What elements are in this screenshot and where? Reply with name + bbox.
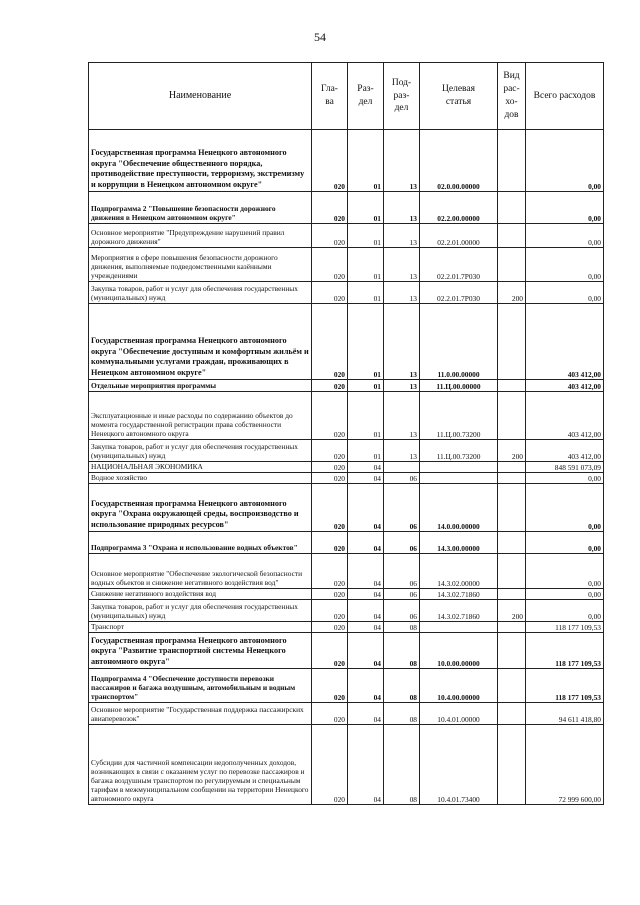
row-article: 14.3.02.71860 (420, 589, 498, 600)
row-razdel: 04 (348, 622, 384, 633)
row-podrazdel: 06 (384, 589, 420, 600)
row-name: Мероприятия в сфере повышения безопасности дорожного движения, выполняемые подведомственными казёнными учреждениями (89, 248, 312, 282)
row-name: Государственная программа Ненецкого автономного округа "Обеспечение доступным и комфортным жильём и коммунальными услугами граждан, проживающих в Ненецком автономном округе" (89, 304, 312, 380)
row-razdel: 04 (348, 600, 384, 622)
row-name: Транспорт (89, 622, 312, 633)
row-podrazdel: 06 (384, 532, 420, 554)
row-total: 403 412,00 (526, 440, 604, 462)
row-article: 14.3.02.00000 (420, 554, 498, 589)
row-podrazdel: 08 (384, 622, 420, 633)
row-podrazdel: 06 (384, 554, 420, 589)
row-vid (498, 622, 526, 633)
table-row (89, 633, 604, 669)
row-vid (498, 484, 526, 532)
row-razdel: 04 (348, 725, 384, 805)
row-total: 0,00 (526, 554, 604, 589)
table-row (89, 554, 604, 589)
table-row (89, 224, 604, 248)
row-glava: 020 (312, 462, 348, 473)
row-name: Эксплуатационные и иные расходы по содержанию объектов до момента государственной регистрации права собственности Ненецкого автономного округа (89, 392, 312, 440)
row-glava: 020 (312, 600, 348, 622)
row-vid: 200 (498, 440, 526, 462)
row-podrazdel: 13 (384, 392, 420, 440)
row-name: Субсидии для частичной компенсации недополученных доходов, возникающих в связи с оказанием услуг по перевозке пассажиров и багажа воздушным транспортом по регулируемым и специальным тарифам в межмуниципальном сообщении на территории Ненецкого автономного округа (89, 725, 312, 805)
table-row (89, 669, 604, 703)
row-article: 10.4.01.00000 (420, 703, 498, 725)
row-article: 02.0.00.00000 (420, 130, 498, 192)
row-razdel: 04 (348, 589, 384, 600)
row-total: 0,00 (526, 248, 604, 282)
table-row (89, 725, 604, 805)
row-name: НАЦИОНАЛЬНАЯ ЭКОНОМИКА (89, 462, 312, 473)
header-name: Наименование (89, 63, 312, 130)
header-article: Целевая статья (420, 63, 498, 130)
row-total: 848 591 073,09 (526, 462, 604, 473)
row-total: 72 999 600,00 (526, 725, 604, 805)
row-razdel: 01 (348, 304, 384, 380)
row-name: Основное мероприятие "Обеспечение экологической безопасности водных объектов и снижение негативного воздействия вод" (89, 554, 312, 589)
row-total: 0,00 (526, 589, 604, 600)
row-glava: 020 (312, 473, 348, 484)
row-total: 94 611 418,80 (526, 703, 604, 725)
row-razdel: 04 (348, 633, 384, 669)
row-glava: 020 (312, 532, 348, 554)
row-vid (498, 304, 526, 380)
row-total: 118 177 109,53 (526, 669, 604, 703)
row-razdel: 04 (348, 532, 384, 554)
row-glava: 020 (312, 484, 348, 532)
row-podrazdel: 06 (384, 484, 420, 532)
row-name: Водное хозяйство (89, 473, 312, 484)
row-total: 0,00 (526, 224, 604, 248)
row-total: 0,00 (526, 484, 604, 532)
row-glava: 020 (312, 248, 348, 282)
table-row (89, 589, 604, 600)
row-article: 14.0.00.00000 (420, 484, 498, 532)
row-article: 02.2.01.00000 (420, 224, 498, 248)
row-article: 11.0.00.00000 (420, 304, 498, 380)
row-vid (498, 380, 526, 392)
header-row (89, 63, 604, 130)
row-glava: 020 (312, 669, 348, 703)
table-row (89, 600, 604, 622)
row-total: 403 412,00 (526, 392, 604, 440)
row-razdel: 04 (348, 484, 384, 532)
row-total: 118 177 109,53 (526, 622, 604, 633)
table-row (89, 473, 604, 484)
row-article: 11.Ц.00.73200 (420, 440, 498, 462)
row-vid (498, 554, 526, 589)
row-article: 10.0.00.00000 (420, 633, 498, 669)
row-name: Государственная программа Ненецкого автономного округа "Охрана окружающей среды, воспроизводство и использование природных ресурсов" (89, 484, 312, 532)
row-vid: 200 (498, 600, 526, 622)
table-row (89, 380, 604, 392)
row-podrazdel: 13 (384, 380, 420, 392)
table-row (89, 282, 604, 304)
row-glava: 020 (312, 703, 348, 725)
row-article: 11.Ц.00.00000 (420, 380, 498, 392)
row-total: 0,00 (526, 130, 604, 192)
page-number: 54 (314, 30, 326, 44)
row-vid (498, 633, 526, 669)
row-podrazdel: 08 (384, 633, 420, 669)
table-row (89, 532, 604, 554)
row-podrazdel: 08 (384, 703, 420, 725)
table-row (89, 304, 604, 380)
row-article: 02.2.01.7Р030 (420, 282, 498, 304)
row-razdel: 04 (348, 669, 384, 703)
row-podrazdel: 13 (384, 192, 420, 224)
row-razdel: 01 (348, 380, 384, 392)
header-glava: Гла- ва (312, 63, 348, 130)
row-name: Подпрограмма 4 "Обеспечение доступности перевозки пассажиров и багажа воздушным, автомобильным и водным транспортом" (89, 669, 312, 703)
row-podrazdel: 13 (384, 282, 420, 304)
row-vid (498, 130, 526, 192)
row-podrazdel (384, 462, 420, 473)
row-razdel: 01 (348, 282, 384, 304)
row-podrazdel: 13 (384, 440, 420, 462)
row-name: Отдельные мероприятия программы (89, 380, 312, 392)
row-total: 403 412,00 (526, 304, 604, 380)
table-row (89, 392, 604, 440)
budget-table (88, 62, 604, 805)
row-vid (498, 532, 526, 554)
row-article: 02.2.00.00000 (420, 192, 498, 224)
row-article: 10.4.01.73400 (420, 725, 498, 805)
row-total: 0,00 (526, 532, 604, 554)
row-razdel: 01 (348, 392, 384, 440)
table-row (89, 622, 604, 633)
row-glava: 020 (312, 224, 348, 248)
row-razdel: 04 (348, 554, 384, 589)
table-row (89, 703, 604, 725)
table-row (89, 248, 604, 282)
header-podrazdel: Под- раз- дел (384, 63, 420, 130)
row-razdel: 04 (348, 462, 384, 473)
row-vid (498, 392, 526, 440)
row-vid (498, 462, 526, 473)
header-razdel: Раз- дел (348, 63, 384, 130)
row-glava: 020 (312, 392, 348, 440)
row-vid (498, 473, 526, 484)
row-podrazdel: 13 (384, 248, 420, 282)
row-glava: 020 (312, 130, 348, 192)
row-vid: 200 (498, 282, 526, 304)
row-article: 02.2.01.7Р030 (420, 248, 498, 282)
row-razdel: 01 (348, 192, 384, 224)
header-total: Всего расходов (526, 63, 604, 130)
row-total: 403 412,00 (526, 380, 604, 392)
row-name: Закупка товаров, работ и услуг для обеспечения государственных (муниципальных) нужд (89, 282, 312, 304)
row-vid (498, 669, 526, 703)
row-razdel: 04 (348, 473, 384, 484)
row-vid (498, 703, 526, 725)
row-razdel: 04 (348, 703, 384, 725)
row-glava: 020 (312, 554, 348, 589)
row-glava: 020 (312, 633, 348, 669)
row-total: 0,00 (526, 473, 604, 484)
row-article (420, 473, 498, 484)
row-glava: 020 (312, 725, 348, 805)
row-name: Государственная программа Ненецкого автономного округа "Обеспечение общественного порядка, противодействие преступности, терроризму, экстремизму и коррупции в Ненецком автономном округе" (89, 130, 312, 192)
table-row (89, 440, 604, 462)
row-podrazdel: 08 (384, 725, 420, 805)
row-article: 10.4.00.00000 (420, 669, 498, 703)
row-glava: 020 (312, 304, 348, 380)
header-vid: Вид рас- хо- дов (498, 63, 526, 130)
row-razdel: 01 (348, 130, 384, 192)
row-name: Снижение негативного воздействия вод (89, 589, 312, 600)
row-podrazdel: 06 (384, 600, 420, 622)
table-row (89, 462, 604, 473)
row-total: 0,00 (526, 192, 604, 224)
row-name: Подпрограмма 2 "Повышение безопасности дорожного движения в Ненецком автономном округе" (89, 192, 312, 224)
row-total: 0,00 (526, 600, 604, 622)
row-glava: 020 (312, 589, 348, 600)
row-razdel: 01 (348, 224, 384, 248)
row-name: Государственная программа Ненецкого автономного округа "Развитие транспортной системы Ненецкого автономного округа" (89, 633, 312, 669)
row-name: Подпрограмма 3 "Охрана и использование водных объектов" (89, 532, 312, 554)
row-name: Закупка товаров, работ и услуг для обеспечения государственных (муниципальных) нужд (89, 600, 312, 622)
row-podrazdel: 13 (384, 130, 420, 192)
row-name: Закупка товаров, работ и услуг для обеспечения государственных (муниципальных) нужд (89, 440, 312, 462)
table-row (89, 484, 604, 532)
row-glava: 020 (312, 622, 348, 633)
row-article: 14.3.02.71860 (420, 600, 498, 622)
row-total: 118 177 109,53 (526, 633, 604, 669)
row-article (420, 622, 498, 633)
row-article (420, 462, 498, 473)
row-vid (498, 192, 526, 224)
row-article: 14.3.00.00000 (420, 532, 498, 554)
row-podrazdel: 08 (384, 669, 420, 703)
row-name: Основное мероприятие "Государственная поддержка пассажирских авиаперевозок" (89, 703, 312, 725)
row-podrazdel: 06 (384, 473, 420, 484)
row-glava: 020 (312, 192, 348, 224)
row-podrazdel: 13 (384, 304, 420, 380)
row-article: 11.Ц.00.73200 (420, 392, 498, 440)
row-glava: 020 (312, 282, 348, 304)
row-vid (498, 224, 526, 248)
row-glava: 020 (312, 440, 348, 462)
row-razdel: 01 (348, 440, 384, 462)
row-name: Основное мероприятие "Предупреждение нарушений правил дорожного движения" (89, 224, 312, 248)
row-razdel: 01 (348, 248, 384, 282)
row-total: 0,00 (526, 282, 604, 304)
row-vid (498, 248, 526, 282)
row-podrazdel: 13 (384, 224, 420, 248)
row-vid (498, 589, 526, 600)
table-row (89, 192, 604, 224)
row-vid (498, 725, 526, 805)
table-row (89, 130, 604, 192)
row-glava: 020 (312, 380, 348, 392)
